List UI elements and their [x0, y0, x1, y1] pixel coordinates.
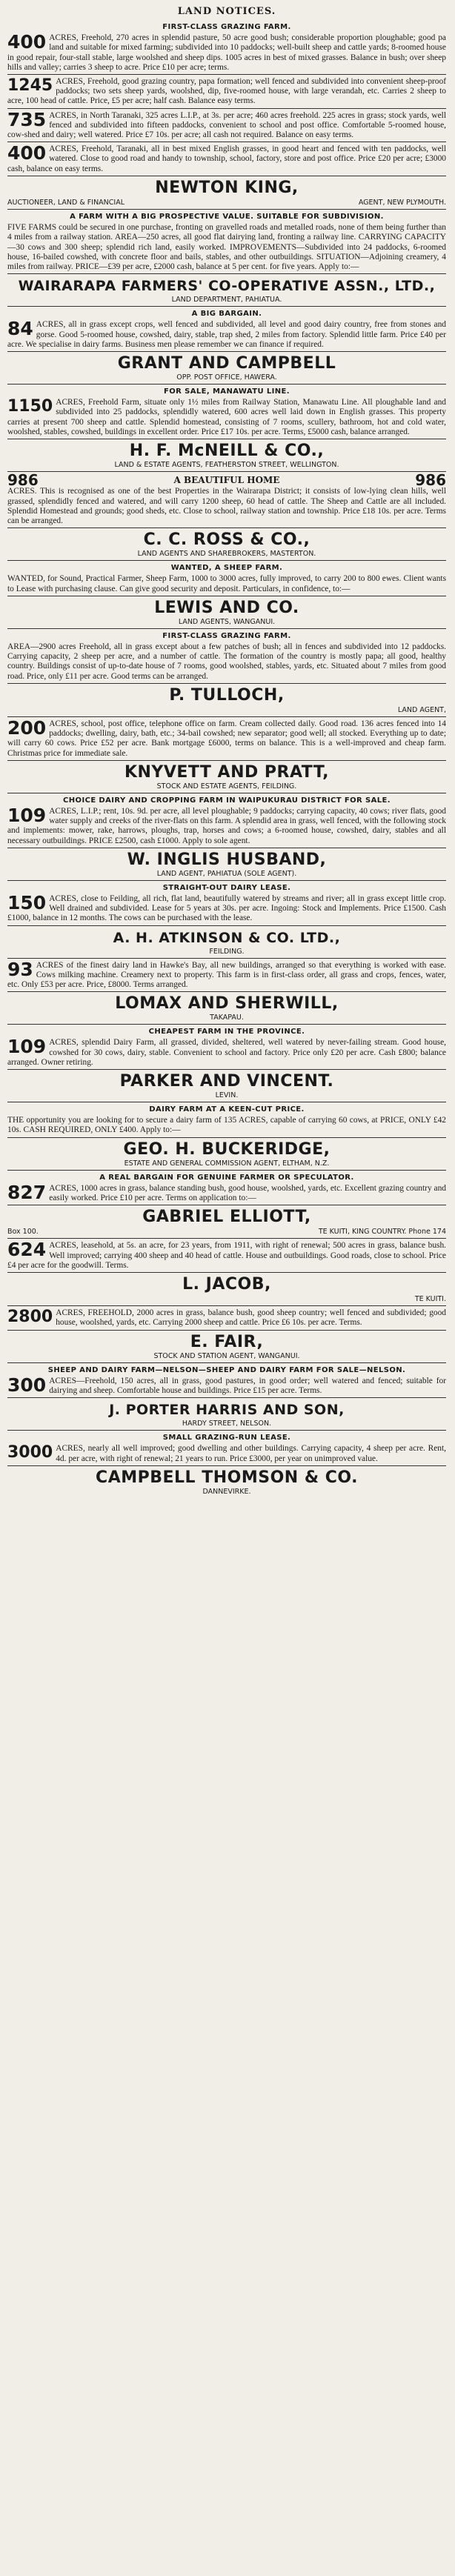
advertisement — [7, 991, 446, 1024]
ad-heading: FIRST-CLASS GRAZING FARM. — [162, 631, 291, 640]
ad-body: 109 ACRES, L.I.P.; rent, 10s. 9d. per acre, all level ploughable; 9 paddocks; carrying capacity, 40 cows; river flats, good water supply and creeks of the river-flats on this farm. A splendid area in grass, well fenced, with the following stock and implements: mower, rake, harrows, ploughs, trap, horses and cows; a 6-roomed house, cowshed, dairy, stables and all necessary outbuildings. PRICE £2500, cash £1000. Apply to sole agent. — [7, 804, 446, 845]
ad-heading: FIRST-CLASS GRAZING FARM. — [162, 23, 291, 31]
advertisement — [7, 527, 446, 560]
advertisement — [7, 596, 446, 628]
ad-acreage: 109 — [7, 804, 47, 826]
agent-address: LAND AGENT, PAHIATUA (SOLE AGENT). — [156, 869, 297, 878]
agent-details — [7, 1227, 446, 1237]
agent-name: L. JACOB, — [182, 1275, 271, 1294]
ad-acreage: 827 — [7, 1181, 47, 1203]
ad-heading: CHOICE DAIRY AND CROPPING FARM IN WAIPUKURAU DISTRICT FOR SALE. — [63, 796, 391, 805]
ad-heading: SMALL GRAZING-RUN LEASE. — [162, 1434, 291, 1442]
agent-name: E. FAIR, — [190, 1332, 264, 1351]
advertisement — [7, 439, 446, 471]
agent-detail-right: LAND AGENT, — [397, 705, 446, 714]
advertisement — [7, 1430, 446, 1465]
agent-address: OPP. POST OFFICE, HAWERA. — [176, 373, 277, 382]
advertisement — [7, 1102, 446, 1137]
ad-acreage: 400 — [7, 31, 47, 53]
ad-body: 93 ACRES of the finest dairy land in Hawke's Bay, all new buildings, arranged so that everything is worked with ease. Cows milking machine. Creamery next to property. This farm is in first-class order, all grass and crops, fences, water, etc. Only £53 per acre. Price, £8000. Terms arranged. — [7, 958, 446, 989]
advertisement — [7, 560, 446, 596]
agent-name: CAMPBELL THOMSON & CO. — [96, 1468, 358, 1487]
ad-heading: SHEEP AND DAIRY FARM—NELSON—SHEEP AND DAIRY FARM FOR SALE—NELSON. — [47, 1365, 406, 1374]
agent-name: WAIRARAPA FARMERS' CO-OPERATIVE ASSN., LTD., — [18, 278, 436, 295]
advertisement — [7, 142, 446, 176]
advertisement — [7, 273, 446, 306]
advertisement — [7, 958, 446, 992]
advertisement — [7, 1024, 446, 1069]
ad-acreage: 1245 — [7, 76, 53, 96]
advertisement — [7, 1069, 446, 1102]
advertisement — [7, 351, 446, 384]
ad-heading: CHEAPEST FARM IN THE PROVINCE. — [148, 1028, 305, 1036]
agent-address: LAND DEPARTMENT, PAHIATUA. — [171, 296, 282, 304]
banner-right: 986 — [415, 471, 446, 490]
advertisement — [7, 1170, 446, 1205]
ad-body: ACRES. This is recognised as one of the best Properties in the Wairarapa District; it consists of low-lying clean hills, well grassed, splendidly fenced and watered, and will carry 1200 sheep, 60 head of cattle. The Sheep and Cattle are all included. Splendid Homestead and grounds; good sheds, etc. Close to school, railway station and township. Price £18 10s. per acre. Terms can be arranged. — [7, 487, 446, 525]
advertisement — [7, 1238, 446, 1272]
section-title: LAND NOTICES. — [177, 6, 276, 17]
advertisement — [7, 1397, 446, 1430]
ad-body: 400 ACRES, Freehold, 270 acres in splendid pasture, 50 acre good bush; considerable proportion ploughable; good pa land and suitable for mixed farming; subdivided into 10 paddocks; well-built sheep and cattle yards; 8-roomed house in good repair, four-stall stable, large woolshed and sheep dips. 1005 acres in best of mixed grasses. Balance in bush; over sheep hills and valley; carries 3 sheep to acre. Price £10 per acre; terms. — [7, 31, 446, 72]
agent-name: P. TULLOCH, — [169, 685, 285, 705]
agent-address: LAND AGENTS, WANGANUI. — [178, 617, 276, 626]
advertisement — [7, 716, 446, 760]
ad-heading: A FARM WITH A BIG PROSPECTIVE VALUE. SUITABLE FOR SUBDIVISION. — [70, 213, 384, 222]
ad-heading: A REAL BARGAIN FOR GENUINE FARMER OR SPECULATOR. — [99, 1173, 354, 1182]
ad-acreage: 735 — [7, 108, 47, 130]
ad-body: 3000 ACRES, nearly all well improved; good dwelling and other buildings. Carrying capacity, 4 sheep per acre. Rent, 4d. per acre, with right of renewal; 21 years to run. Price £3000, per year on unimproved value. — [7, 1443, 446, 1463]
ad-body: WANTED, for Sound, Practical Farmer, Sheep Farm, 1000 to 3000 acres, fully improved, to carry 200 to 800 ewes. Client wants to Lease with purchasing clause. Can give good security and deposit. Particulars, in confidence, to:— — [7, 574, 446, 593]
agent-address: LEVIN. — [215, 1091, 239, 1099]
agent-name: LEWIS AND CO. — [154, 598, 299, 617]
advertisement — [7, 209, 446, 273]
ad-body: 200 ACRES, school, post office, telephone office on farm. Cream collected daily. Good road. 136 acres fenced into 14 paddocks; dwelling, dairy, bath, etc.; 34-bail cowshed; new separator; good well; all stocked. Everything up to date; will carry 60 cows. Price £52 per acre. Bank mortgage £6000, terms on balance. This is a well-improved and cheap farm. Christmas price for immediate sale. — [7, 716, 446, 758]
ad-body: 624 ACRES, leasehold, at 5s. an acre, for 23 years, from 1911, with right of renewal; 500 acres in grass, balance bush. Well improved; carrying 400 sheep and 40 head of cattle. House and outbuildings. Good roads, close to school. Price £4 per acre for the goodwill. Terms. — [7, 1239, 446, 1270]
advertisement — [7, 384, 446, 439]
ad-body: THE opportunity you are looking for to secure a dairy farm of 135 ACRES, capable of carrying 60 cows, at PRICE, ONLY £42 10s. CASH REQUIRED, ONLY £400. Apply to:— — [7, 1116, 446, 1135]
ad-acreage: 624 — [7, 1239, 47, 1261]
ad-acreage: 1150 — [7, 397, 53, 416]
agent-address: STOCK AND STATION AGENT, WANGANUI. — [153, 1351, 300, 1360]
advertisement — [7, 176, 446, 209]
agent-name: PARKER AND VINCENT. — [119, 1072, 334, 1091]
agent-name: GRANT AND CAMPBELL — [117, 354, 336, 373]
advertisement — [7, 848, 446, 880]
ad-body: 300 ACRES—Freehold, 150 acres, all in grass, good pastures, in good order; well watered and fenced; suitable for dairying and sheep. Comfortable house and buildings. Price £15 per acre. Terms. — [7, 1374, 446, 1396]
agent-address: STOCK AND ESTATE AGENTS, FEILDING. — [156, 782, 297, 791]
advertisement — [7, 683, 446, 716]
agent-detail-right: TE KUITI, KING COUNTRY. Phone 174 — [318, 1228, 446, 1237]
ad-heading: A BIG BARGAIN. — [191, 310, 262, 319]
agent-name: NEWTON KING, — [155, 178, 299, 197]
agent-name: GABRIEL ELLIOTT, — [142, 1208, 311, 1227]
ad-body: FIVE FARMS could be secured in one purchase, fronting on gravelled roads and metalled roads, none of them being further than 4 miles from a railway station. AREA—250 acres, all good flat dairying land, fronting a railway line. CARRYING CAPACITY—30 cows and 300 sheep; splendid rich land, easily worked. IMPROVEMENTS—Subdivided into 24 paddocks, 6-roomed house, 16-bailed cowshed, with concrete floor and bails, stables, and other outbuildings. SITUATION—Adjoining creamery, 4 miles from railway. PRICE—£39 per acre, £2000 cash, balance at 5 per cent. for five years. Apply to:— — [7, 223, 446, 272]
agent-address: LAND AGENTS AND SHAREBROKERS, MASTERTON. — [137, 550, 316, 559]
ad-heading: WANTED, A SHEEP FARM. — [170, 564, 283, 573]
agent-detail-left: AUCTIONEER, LAND & FINANCIAL — [7, 198, 125, 207]
advertisement — [7, 108, 446, 142]
advertisement — [7, 880, 446, 925]
ad-body: 109 ACRES, splendid Dairy Farm, all grassed, divided, sheltered, well watered by never-failing stream. Good house, cowshed for 30 cows, dairy, stable. Convenient to school and factory. Price only £20 per acre. Cash £800; balance arranged. Owner retiring. — [7, 1036, 446, 1067]
agent-address: ESTATE AND GENERAL COMMISSION AGENT, ELTHAM, N.Z. — [124, 1159, 330, 1168]
agent-address: TAKAPAU. — [210, 1014, 244, 1022]
agent-name: J. PORTER HARRIS AND SON, — [109, 1402, 345, 1419]
ad-acreage: 400 — [7, 142, 47, 164]
agent-details — [7, 705, 446, 715]
ad-body: 1245 ACRES, Freehold, good grazing country, papa formation; well fenced and subdivided into convenient sheep-proof paddocks; two sets sheep yards, woolshed, dip, five-roomed house, with large verandah, etc. Carries 2 sheep to acre, 100 head of cattle. Price, £5 per acre; half cash. Balance easy terms. — [7, 76, 446, 106]
ad-acreage: 300 — [7, 1374, 47, 1396]
ad-body: 827 ACRES, 1000 acres in grass, balance standing bush, good house, woolshed, yards, etc. Excellent grazing country and easily worked. Price £10 per acre. Terms on application to:— — [7, 1181, 446, 1203]
agent-details — [7, 198, 446, 207]
agent-name: LOMAX AND SHERWILL, — [115, 994, 339, 1014]
advertisement — [7, 628, 446, 683]
ad-acreage: 84 — [7, 318, 33, 340]
advertisement — [7, 1305, 446, 1329]
agent-address: LAND & ESTATE AGENTS, FEATHERSTON STREET, WELLINGTON. — [114, 461, 339, 470]
advertisement — [7, 1330, 446, 1362]
agent-name: W. INGLIS HUSBAND, — [127, 850, 327, 869]
ad-body: 735 ACRES, in North Taranaki, 325 acres L.I.P., at 3s. per acre; 460 acres freehold. 225 acres in grass; stock yards, well fenced and subdivided into fifteen paddocks, convenient to school and post office. Comfortable 5-roomed house, cow-shed and dairy; well watered. Price £7 10s. per acre; all cash not required. Balance on easy terms. — [7, 108, 446, 140]
ad-heading: FOR SALE, MANAWATU LINE. — [164, 387, 290, 396]
advertisement — [7, 20, 446, 74]
advertisement — [7, 760, 446, 793]
advertisement — [7, 793, 446, 848]
ads-column — [7, 20, 446, 1498]
ad-acreage: 150 — [7, 891, 47, 913]
agent-address: DANNEVIRKE. — [202, 1487, 251, 1496]
advertisement — [7, 74, 446, 108]
ad-acreage: 109 — [7, 1036, 47, 1058]
advertisement — [7, 1137, 446, 1170]
ad-banner — [7, 471, 446, 490]
agent-detail-right: TE KUITI. — [414, 1295, 446, 1304]
ad-acreage: 3000 — [7, 1443, 53, 1462]
banner-left: 986 — [7, 471, 39, 490]
ad-body: 84 ACRES, all in grass except crops, well fenced and subdivided, all level and good dairy country, free from stones and gorse. Good 5-roomed house, cowshed, dairy, stable, trap shed, 2 miles from factory. Splendid little farm. Price £40 per acre. We specialise in dairy farms. Business men please remember we can finance if required. — [7, 318, 446, 349]
agent-detail-right: AGENT, NEW PLYMOUTH. — [358, 198, 446, 207]
agent-address: FEILDING. — [209, 947, 245, 956]
advertisement — [7, 306, 446, 351]
ad-acreage: 200 — [7, 716, 47, 739]
advertisement — [7, 471, 446, 527]
agent-name: KNYVETT AND PRATT, — [124, 762, 330, 782]
banner-center: A BEAUTIFUL HOME — [173, 475, 280, 486]
agent-name: GEO. H. BUCKERIDGE, — [123, 1139, 331, 1159]
advertisement — [7, 1362, 446, 1398]
ad-heading: DAIRY FARM AT A KEEN-CUT PRICE. — [149, 1105, 305, 1114]
advertisement — [7, 1272, 446, 1305]
advertisement — [7, 1205, 446, 1238]
ad-acreage: 2800 — [7, 1308, 53, 1327]
agent-name: A. H. ATKINSON & CO. LTD., — [113, 929, 341, 946]
advertisement — [7, 925, 446, 958]
ad-body: 1150 ACRES, Freehold Farm, situate only 1½ miles from Railway Station, Manawatu Line. All ploughable land and subdivided into 25 paddocks, splendidly watered, 600 acres well laid down in English grasses. This property carries at present 700 sheep and cattle. Splendid homestead, consisting of 7 rooms, scullery, bathroom, hot and cold water, woolshed, stables, cowshed, buildings in excellent order. Price £17 10s. per acre. Terms, £5000 cash, balance arranged. — [7, 397, 446, 436]
ad-body: AREA—2900 acres Freehold, all in grass except about a few patches of bush; all in fences and subdivided into 12 paddocks. Carrying capacity, 2 sheep per acre, and a number of cattle. The formation of the country is mostly papa; all good, healthy country. Buildings consist of up-to-date house of 7 rooms, good woolshed, stables, yards, etc. Situated about 7 miles from good road. Price, only £11 per acre. Good terms can be arranged. — [7, 642, 446, 681]
agent-detail-left: Box 100. — [7, 1228, 39, 1237]
ad-heading: STRAIGHT-OUT DAIRY LEASE. — [162, 883, 291, 892]
ad-body: 2800 ACRES, FREEHOLD, 2000 acres in grass, balance bush, good sheep country; well fenced and subdivided; good house, woolshed, yards, etc. Carrying 2000 sheep and cattle. Price £6 10s. per acre. Terms. — [7, 1308, 446, 1328]
ad-acreage: 93 — [7, 958, 33, 980]
ad-body: 150 ACRES, close to Feilding, all rich, flat land, beautifully watered by streams and river; all in grass except little crop. Well drained and subdivided. Lease for 5 years at 30s. per acre. Ingoing: Stock and Implements. Price £1500. Cash £1000, balance in 12 months. The cows can be purchased with the lease. — [7, 891, 446, 923]
agent-name: C. C. ROSS & CO., — [143, 530, 310, 550]
ad-body: 400 ACRES, Freehold, Taranaki, all in best mixed English grasses, in good heart and fenced with ten paddocks, well watered. Close to good road and handy to township, school, factory, store and post office. Price £20 per acre; £3000 cash, balance on easy terms. — [7, 142, 446, 173]
agent-name: H. F. McNEILL & CO., — [129, 442, 325, 461]
advertisement — [7, 1465, 446, 1498]
agent-details — [7, 1294, 446, 1304]
agent-address: HARDY STREET, NELSON. — [182, 1420, 272, 1428]
